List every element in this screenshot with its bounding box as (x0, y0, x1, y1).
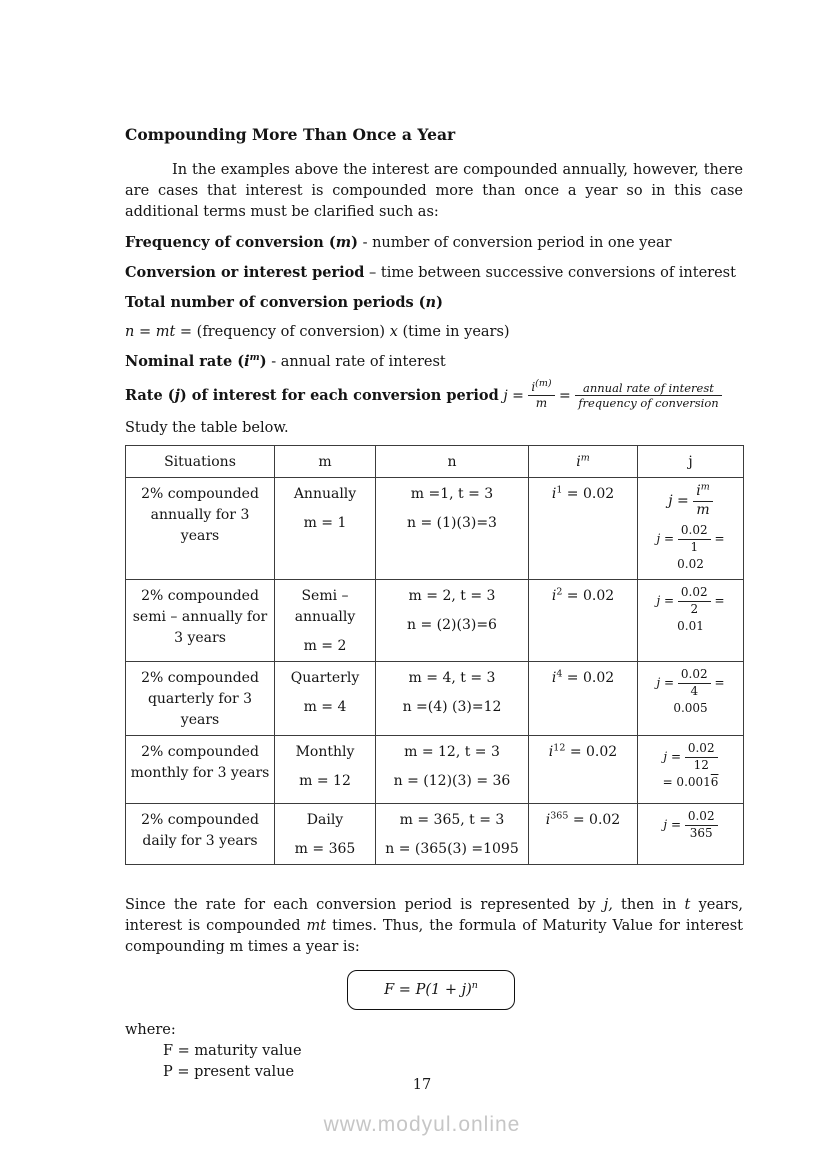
var-t: t (684, 897, 691, 914)
col-header-n: n (376, 445, 529, 477)
cell-n: m = 4, t = 3 n =(4) (3)=12 (376, 662, 529, 736)
cell-n: m =1, t = 3 n = (1)(3)=3 (376, 477, 529, 579)
cell-m: Semi – annually m = 2 (275, 580, 376, 662)
definition-frequency (125, 232, 743, 254)
var-x: x (389, 324, 398, 340)
cell-m: Quarterly m = 4 (275, 662, 376, 736)
table-row-semi-annually (126, 580, 744, 662)
table-row-daily (126, 804, 744, 865)
repeating-digit: 6 (710, 774, 719, 789)
cell-situation: 2% compounded annually for 3 years (126, 477, 275, 579)
definition-conversion-period (125, 262, 743, 284)
cell-situation: 2% compounded daily for 3 years (126, 804, 275, 865)
j-calculation: j = $\frac{0.02}{12}$ (642, 742, 739, 772)
cell-j (638, 477, 744, 579)
cell-nominal-rate: $i^1 = 0.02$ (529, 477, 638, 579)
definition-frequency-text: - number of conversion period in one year (357, 235, 672, 251)
intro-paragraph: In the examples above the interest are compounded annually, however, there are cases that interest is compounded more than once a year so in this case additional terms must be clarified such as: (125, 162, 743, 220)
maturity-value-formula: $F = P(1 + j)^n$ (384, 979, 478, 998)
var-mt: mt (306, 918, 327, 935)
j-symbolic-formula: j = $\frac{i^m}{m}$ (642, 484, 739, 518)
var-i: i (244, 353, 250, 370)
cell-m: Monthly m = 12 (275, 736, 376, 804)
cell-situation: 2% compounded quarterly for 3 years (126, 662, 275, 736)
where-label: where: (125, 1022, 176, 1039)
cell-n: m = 12, t = 3 n = (12)(3) = 36 (376, 736, 529, 804)
n-equation: n = mt = (frequency of conversion) x (time in years) (125, 324, 510, 340)
var-j: j, (603, 897, 613, 914)
page-content (125, 124, 743, 1083)
cell-m: Annually m = 1 (275, 477, 376, 579)
term-rate-j: Rate (j) of interest for each conversion period (125, 386, 499, 404)
cell-m: Daily m = 365 (275, 804, 376, 865)
cell-situation: 2% compounded monthly for 3 years (126, 736, 275, 804)
table-header-row (126, 445, 744, 477)
formula-j: j (503, 387, 508, 404)
table-row-monthly (126, 736, 744, 804)
definition-conversion-text: – time between successive conversions of interest (364, 265, 736, 281)
cell-j (638, 804, 744, 865)
fraction-i-over-m: $\frac{i^{(m)}}{m}$ (528, 381, 554, 411)
where-p-definition: P = present value (163, 1064, 295, 1081)
cell-j (638, 736, 744, 804)
fraction-annual-rate: $\frac{\text{annual rate of interest}}{\text{frequency of conversion}}$ (575, 382, 721, 411)
cell-situation: 2% compounded semi – annually for 3 years (126, 580, 275, 662)
cell-nominal-rate: $i^2 = 0.02$ (529, 580, 638, 662)
since-paragraph: Since the rate for each conversion period is represented by j, then in t years, interest is compounded mt times. Thus, the formula of Maturity Value for interest compounding m times a year is: (125, 897, 743, 956)
definition-rate-j (125, 378, 743, 411)
j-calculation: j = $\frac{0.02}{1}$ = 0.02 (656, 523, 725, 572)
watermark: www.modyul.online (323, 1113, 521, 1136)
term-frequency: Frequency of conversion (m) (125, 234, 358, 251)
where-f-definition: F = maturity value (163, 1043, 302, 1060)
var-mt: mt (155, 324, 176, 340)
var-m: m (335, 234, 352, 251)
var-n: n (125, 324, 135, 340)
study-table-line: Study the table below. (125, 419, 289, 436)
col-header-nominal-rate: $i^m$ (529, 445, 638, 477)
var-j: j (174, 386, 180, 404)
cell-nominal-rate: $i^4 = 0.02$ (529, 662, 638, 736)
term-total-periods: Total number of conversion periods (n) (125, 294, 443, 311)
col-header-j: j (638, 445, 744, 477)
var-n: n (425, 294, 437, 311)
j-calculation-result: = 0.0016 (662, 774, 719, 789)
term-conversion-period: Conversion or interest period (125, 264, 365, 281)
term-nominal-rate: Nominal rate $(i^m)$ (125, 352, 267, 370)
definition-total-periods (125, 292, 743, 314)
maturity-value-formula-box (347, 970, 515, 1010)
table-row-annually (126, 477, 744, 579)
conversion-table (125, 445, 744, 865)
j-calculation: j = $\frac{0.02}{2}$ = 0.01 (656, 585, 725, 633)
col-header-situations: Situations (126, 445, 275, 477)
cell-nominal-rate: $i^{12} = 0.02$ (529, 736, 638, 804)
definition-nominal-rate (125, 351, 743, 373)
cell-n: m = 2, t = 3 n = (2)(3)=6 (376, 580, 529, 662)
var-i-sup: m (249, 352, 260, 364)
table-row-quarterly (126, 662, 744, 736)
section-title: Compounding More Than Once a Year (125, 125, 456, 144)
col-header-m: m (275, 445, 376, 477)
cell-n: m = 365, t = 3 n = (365(3) =1095 (376, 804, 529, 865)
j-calculation: j = $\frac{0.02}{365}$ (642, 810, 739, 840)
rate-formula: j = $\frac{i^{(m)}}{m}$ = $\frac{\text{annual rate of interest}}{\text{frequency of conversion}}$ (503, 388, 721, 404)
page-number: 17 (412, 1077, 432, 1093)
cell-j (638, 580, 744, 662)
cell-nominal-rate: $i^{365} = 0.02$ (529, 804, 638, 865)
definition-nominal-text: - annual rate of interest (266, 354, 446, 370)
cell-j (638, 662, 744, 736)
j-calculation: j = $\frac{0.02}{4}$ = 0.005 (656, 667, 725, 715)
